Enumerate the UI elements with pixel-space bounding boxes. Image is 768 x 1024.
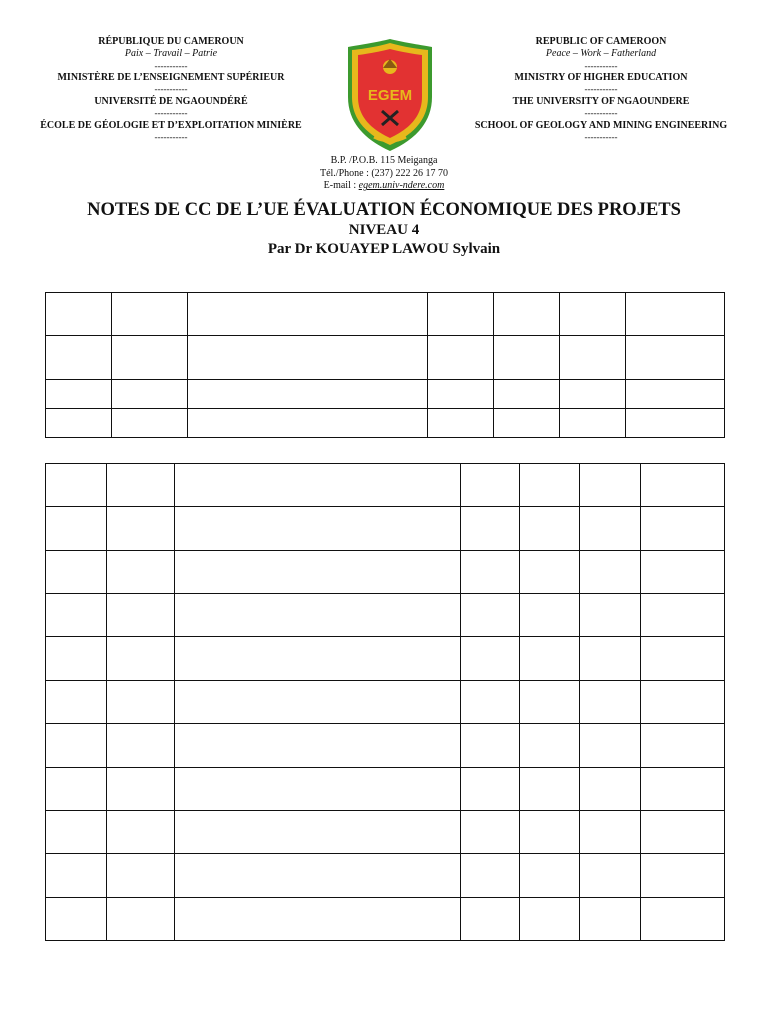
table-cell [461,464,520,507]
table-cell [641,680,725,723]
separator: ----------- [154,60,188,71]
table-cell [461,637,520,680]
table-cell [580,550,641,593]
table-cell [175,724,461,767]
table-cell [641,854,725,897]
table-cell [428,409,494,438]
table-cell [46,550,107,593]
table-row [46,854,725,897]
table-cell [626,380,725,409]
table-row [46,594,725,637]
table-cell [461,767,520,810]
table-cell [188,380,428,409]
table-cell [580,637,641,680]
table-cell [112,336,188,380]
table-cell [46,724,107,767]
table-cell [641,767,725,810]
email-label: E-mail : [323,180,359,192]
separator: ----------- [584,108,618,119]
table-cell [560,380,626,409]
table-cell [428,336,494,380]
phone-number: Tél./Phone : (237) 222 26 17 70 [319,167,449,179]
table-cell [46,897,107,940]
ministry-fr: MINISTÈRE DE L’ENSEIGNEMENT SUPÉRIEUR [57,72,285,84]
table-cell [46,854,107,897]
country-name-en: REPUBLIC OF CAMEROON [535,36,667,47]
table-cell [494,380,560,409]
table-cell [626,409,725,438]
table-row [46,507,725,550]
university-fr: UNIVERSITÉ DE NGAOUNDÉRÉ [94,95,248,107]
table-cell [580,594,641,637]
table-cell [461,724,520,767]
table-cell [46,409,112,438]
table-cell [112,409,188,438]
grades-table-2 [45,463,725,941]
table-cell [494,336,560,380]
table-cell [175,810,461,853]
table-cell [175,550,461,593]
table-cell [112,380,188,409]
contact-info [284,155,484,193]
table-cell [112,293,188,336]
table-cell [626,293,725,336]
logo-text: EGEM [367,87,413,104]
table-cell [175,637,461,680]
table-row [46,810,725,853]
table-cell [175,897,461,940]
header-right-english [461,36,741,143]
table-cell [107,810,175,853]
table-cell [107,594,175,637]
table-cell [641,464,725,507]
separator: ----------- [584,131,618,142]
table-cell [580,507,641,550]
table-cell [641,550,725,593]
table-cell [641,637,725,680]
table-cell [461,680,520,723]
table-cell [461,594,520,637]
motto-en: Peace – Work – Fatherland [545,48,657,60]
egem-logo-emblem [344,37,436,153]
table-row [46,680,725,723]
table-row [46,380,725,409]
table-cell [494,409,560,438]
table-row [46,637,725,680]
table-cell [107,680,175,723]
table-cell [520,550,580,593]
email-line [284,180,484,193]
table-cell [46,767,107,810]
table-row [46,293,725,336]
table-row [46,767,725,810]
table-cell [641,724,725,767]
table-cell [46,810,107,853]
table-cell [580,810,641,853]
table-cell [641,810,725,853]
table-cell [188,293,428,336]
table-cell [46,637,107,680]
table-row [46,724,725,767]
level-label: NIVEAU 4 [348,222,420,238]
table-cell [175,464,461,507]
table-cell [46,380,112,409]
table-cell [580,854,641,897]
table-row [46,897,725,940]
table-cell [520,507,580,550]
separator: ----------- [154,84,188,95]
separator: ----------- [154,131,188,142]
separator: ----------- [154,108,188,119]
table-cell [461,507,520,550]
table-cell [175,594,461,637]
table-cell [46,464,107,507]
table-cell [46,336,112,380]
table-cell [46,594,107,637]
document-title: NOTES DE CC DE L’UE ÉVALUATION ÉCONOMIQUE DES PROJETS [87,200,681,220]
table-cell [560,336,626,380]
table-cell [107,767,175,810]
ministry-en: MINISTRY OF HIGHER EDUCATION [514,72,688,84]
table-cell [175,767,461,810]
table-cell [46,293,112,336]
table-cell [520,767,580,810]
table-cell [461,854,520,897]
table-cell [428,293,494,336]
table-cell [175,854,461,897]
table-cell [580,680,641,723]
table-cell [461,897,520,940]
separator: ----------- [584,84,618,95]
table-cell [520,724,580,767]
table-cell [520,854,580,897]
motto-fr: Paix – Travail – Patrie [124,48,218,60]
table-cell [520,464,580,507]
separator: ----------- [584,60,618,71]
header-left-french [31,36,311,143]
school-en: SCHOOL OF GEOLOGY AND MINING ENGINEERING [474,119,728,131]
table-cell [494,293,560,336]
table-cell [175,680,461,723]
table-cell [107,897,175,940]
table-cell [641,897,725,940]
grades-table-1 [45,292,725,438]
school-fr: ÉCOLE DE GÉOLOGIE ET D’EXPLOITATION MINIÈRE [40,119,302,131]
table-cell [520,637,580,680]
table-row [46,336,725,380]
author-line: Par Dr KOUAYEP LAWOU Sylvain [267,241,501,257]
table-cell [107,724,175,767]
table-cell [107,507,175,550]
table-cell [107,637,175,680]
postal-box: B.P. /P.O.B. 115 Meiganga [330,155,438,166]
table-cell [461,810,520,853]
table-cell [580,724,641,767]
table-row [46,409,725,438]
country-name-fr: RÉPUBLIQUE DU CAMEROUN [98,36,244,47]
table-cell [107,464,175,507]
table-cell [520,810,580,853]
email-link[interactable]: egem.univ-ndere.com [358,180,445,192]
table-cell [461,550,520,593]
table-cell [580,897,641,940]
table-cell [641,507,725,550]
table-cell [626,336,725,380]
table-cell [107,550,175,593]
table-cell [580,767,641,810]
table-cell [107,854,175,897]
table-cell [580,464,641,507]
table-cell [520,594,580,637]
table-row [46,550,725,593]
table-cell [560,409,626,438]
table-cell [560,293,626,336]
table-cell [46,507,107,550]
university-en: THE UNIVERSITY OF NGAOUNDERE [512,95,690,107]
table-cell [188,409,428,438]
table-cell [520,897,580,940]
table-cell [428,380,494,409]
table-row [46,464,725,507]
table-cell [175,507,461,550]
table-cell [641,594,725,637]
table-cell [188,336,428,380]
table-cell [520,680,580,723]
table-cell [46,680,107,723]
